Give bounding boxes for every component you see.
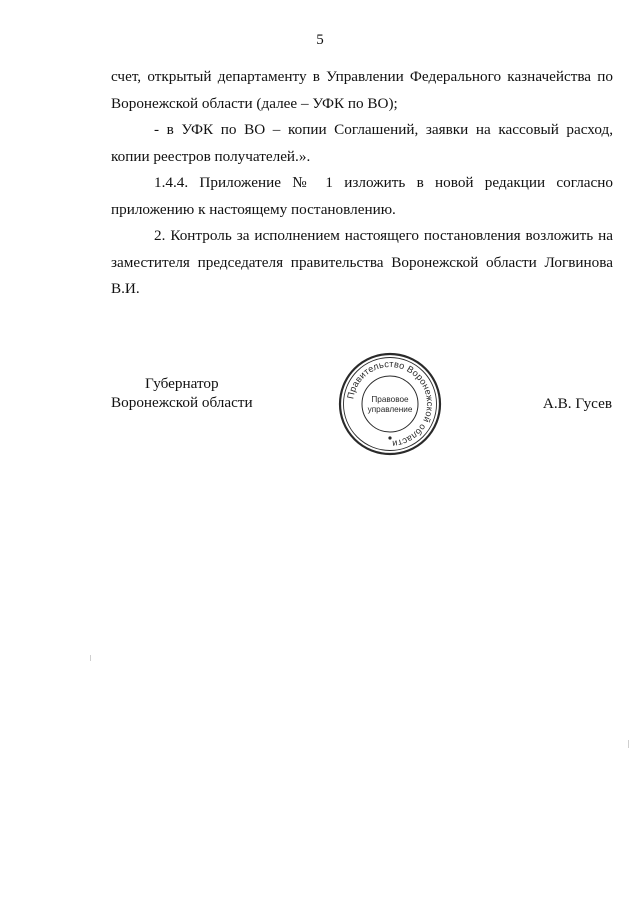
- paragraph-account: счет, открытый департаменту в Управлении Федерального казначейства по Воронежской области (далее – УФК по ВО);: [111, 68, 613, 112]
- stamp-center-line2: управление: [367, 405, 413, 414]
- scan-artifact: [628, 740, 629, 748]
- official-stamp: [336, 350, 444, 458]
- stamp-center-line1: Правовое: [371, 395, 409, 404]
- signature-name: А.В. Гусев: [542, 395, 612, 412]
- paragraph-copies: - в УФК по ВО – копии Соглашений, заявки на кассовый расход, копии реестров получателей.».: [111, 121, 613, 165]
- signature-title: [111, 374, 253, 412]
- stamp-bottom-dot: [388, 436, 391, 439]
- stamp-seal-icon: [336, 350, 444, 458]
- document-body: [111, 64, 613, 303]
- page-number: 5: [316, 32, 324, 48]
- stamp-inner-ring: [362, 376, 418, 432]
- scan-artifact: [90, 655, 91, 661]
- stamp-ring-text-path: Правительство Воронежской области: [345, 358, 436, 449]
- signature-title-line1: Губернатор: [145, 375, 219, 392]
- paragraph-appendix: 1.4.4. Приложение № 1 изложить в новой редакции согласно приложению к настоящему постановлению.: [111, 174, 613, 218]
- signature-title-line2: Воронежской области: [111, 394, 253, 411]
- paragraph-control: 2. Контроль за исполнением настоящего постановления возложить на заместителя председателя правительства Воронежской области Логвинова В.И.: [111, 227, 613, 297]
